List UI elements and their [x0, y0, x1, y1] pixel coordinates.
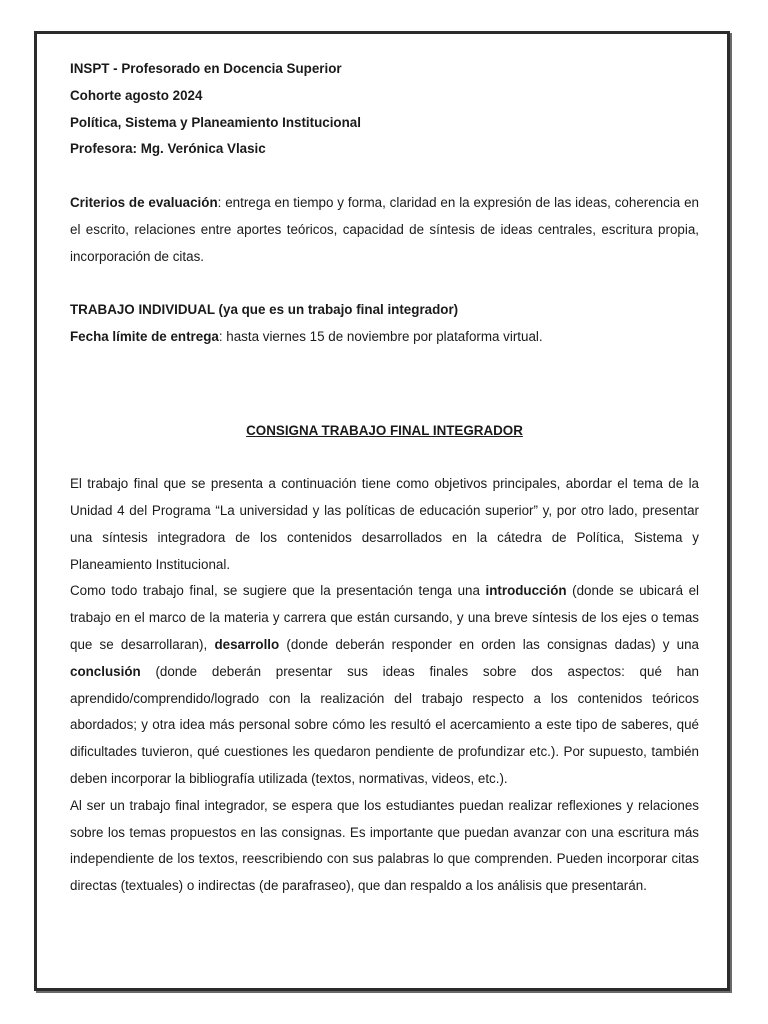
paragraph-expectations: Al ser un trabajo final integrador, se espera que los estudiantes puedan realizar reflexiones y relaciones sobre los temas propuestos en las consignas. Es importante que puedan avanzar con una escritura más independiente de los textos, reescribiendo con sus palabras lo que comprenden. Pueden incorporar citas directas (textuales) o indirectas (de parafraseo), que dan respaldo a los análisis que presentarán.: [70, 797, 699, 894]
document-body: [70, 56, 699, 900]
criteria-label: Criterios de evaluación: [70, 194, 218, 210]
keyword-introduccion: introducción: [485, 583, 567, 599]
keyword-desarrollo: desarrollo: [214, 636, 280, 652]
paragraph-objectives: El trabajo final que se presenta a continuación tiene como objetivos principales, abordar el tema de la Unidad 4 del Programa “La universidad y las políticas de educación superior” y, por otro lado, presentar una síntesis integradora de los contenidos desarrollados en la cátedra de Política, Sistema y Planeamiento Institucional.: [70, 476, 699, 572]
keyword-conclusion: conclusión: [70, 663, 141, 679]
work-type-title: TRABAJO INDIVIDUAL (ya que es un trabajo final integrador): [70, 302, 459, 318]
deadline-line: [70, 324, 699, 351]
structure-text-4: (donde deberán presentar sus ideas finales sobre dos aspectos: qué han aprendido/comprendido/logrado con la realización del trabajo respecto a los contenidos teóricos abordados; y otra idea más personal sobre cómo les resultó el acercamiento a este tipo de saberes, qué dificultades tuvieron, qué cuestiones les quedaron pendiente de profundizar etc.). Por supuesto, también deben incorporar la bibliografía utilizada (textos, normativas, videos, etc.).: [70, 663, 699, 786]
institution-line: INSPT - Profesorado en Docencia Superior: [70, 61, 342, 76]
structure-text-3: (donde deberán responder en orden las consignas dadas) y una: [279, 636, 699, 652]
paragraph-structure: [70, 578, 699, 792]
criteria-text: : entrega en tiempo y forma, claridad en la expresión de las ideas, coherencia en el escrito, relaciones entre aportes teóricos, capacidad de síntesis de ideas centrales, escritura propia, incorporación de citas.: [70, 194, 699, 264]
evaluation-criteria: [70, 190, 699, 270]
teacher-line: Profesora: Mg. Verónica Vlasic: [70, 141, 266, 157]
deadline-text: : hasta viernes 15 de noviembre por plataforma virtual.: [218, 328, 543, 344]
subject-line: Política, Sistema y Planeamiento Institucional: [70, 114, 361, 130]
assignment-heading: CONSIGNA TRABAJO FINAL INTEGRADOR: [246, 422, 523, 438]
cohort-line: Cohorte agosto 2024: [70, 87, 203, 103]
deadline-label: Fecha límite de entrega: [70, 328, 219, 344]
structure-text-1: Como todo trabajo final, se sugiere que la presentación tenga una: [70, 583, 486, 599]
structure-text-2: (donde se ubicará el trabajo en el marco de la materia y carrera que están cursando, y una breve síntesis de los ejes o temas que se desarrollaran),: [70, 583, 699, 652]
